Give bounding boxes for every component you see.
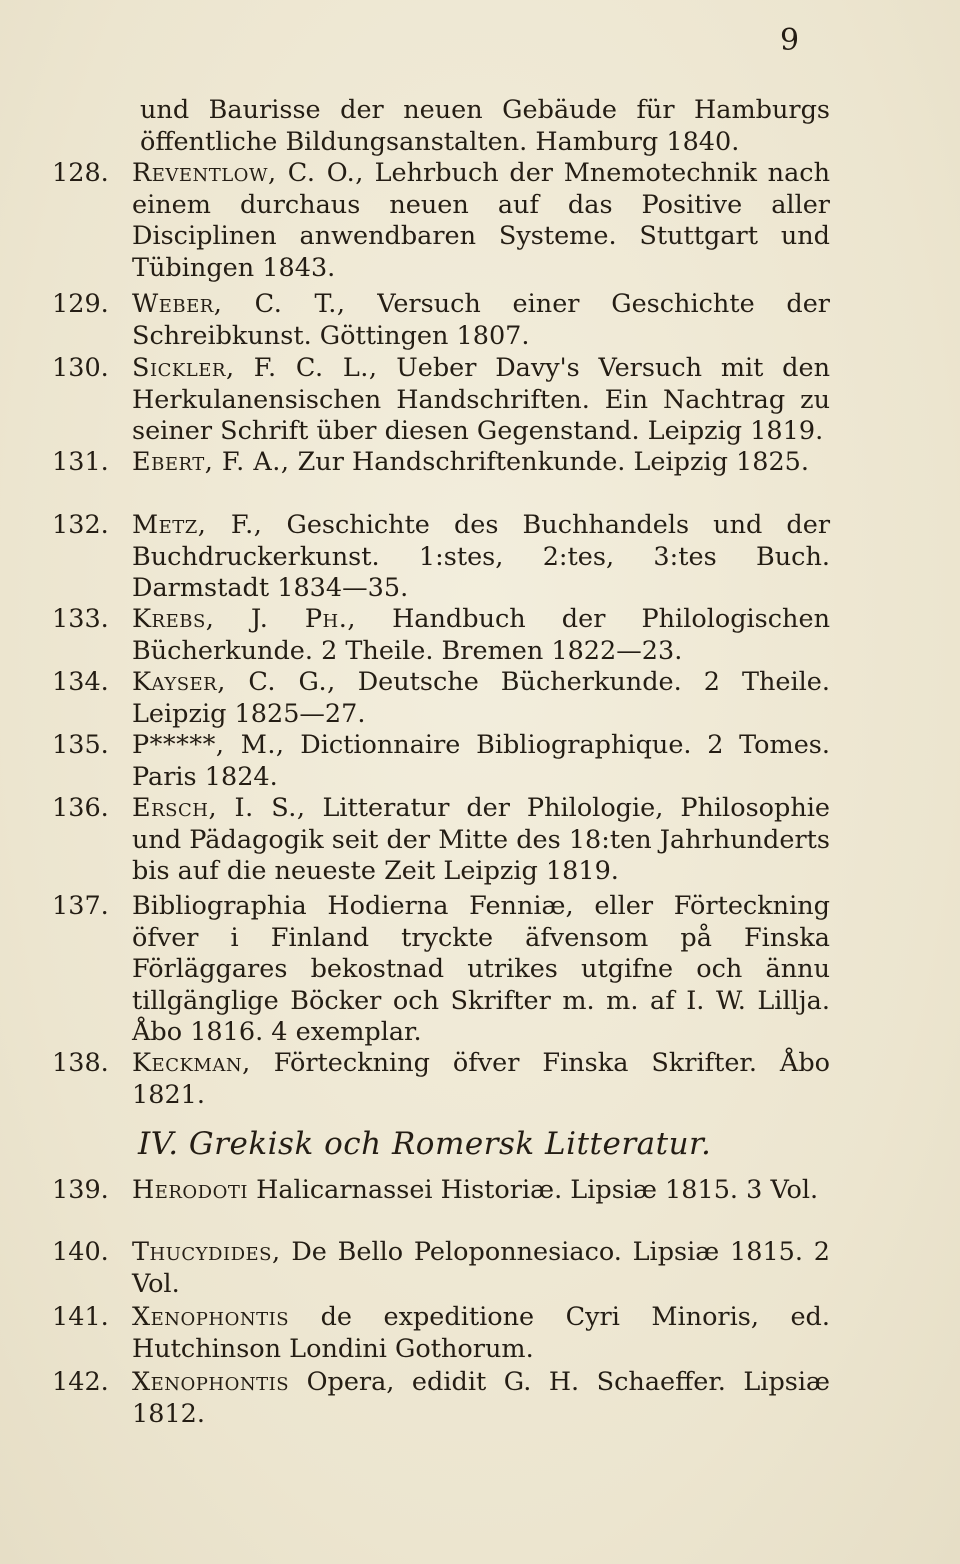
- entry-title: de expeditione Cyri Minoris, ed. Hutchinson Londini Gothorum.: [132, 1302, 830, 1364]
- bibliography-entry-142: [52, 1367, 830, 1430]
- bibliography-entry-132: [52, 510, 830, 605]
- bibliography-entry-138: [52, 1048, 830, 1111]
- entry-number: 135.: [52, 730, 109, 760]
- entry-author: Thucydides,: [132, 1237, 281, 1267]
- bibliography-entry-134: [52, 667, 830, 730]
- entry-number: 133.: [52, 604, 109, 634]
- entry-title: Versuch einer Geschichte der Schreibkunst. Göttingen 1807.: [132, 289, 830, 351]
- entry-number: 141.: [52, 1302, 109, 1332]
- continued-entry-text: und Baurisse der neuen Gebäude für Hamburgs öffentliche Bildungsanstalten. Hamburg 1840.: [140, 95, 830, 157]
- entry-author: Xenophontis: [132, 1302, 290, 1332]
- entry-author: Ebert, F. A.,: [132, 447, 290, 477]
- entry-number: 131.: [52, 447, 109, 477]
- entry-author: Ersch, I. S.,: [132, 793, 306, 823]
- bibliography-entry-128: [52, 158, 830, 284]
- entry-title: Handbuch der Philologischen Bücherkunde. 2 Theile. Bremen 1822—23.: [132, 604, 830, 666]
- entry-number: 130.: [52, 353, 109, 383]
- entry-number: 132.: [52, 510, 109, 540]
- entry-title: Lehrbuch der Mnemotechnik nach einem durchaus neuen auf das Positive aller Disciplinen anwendbaren Systeme. Stuttgart und Tübingen 1843.: [132, 158, 831, 283]
- bibliography-entry-131: [52, 447, 830, 479]
- entry-number: 137.: [52, 891, 109, 921]
- bibliography-entry-136: [52, 793, 830, 888]
- entry-author: Xenophontis: [132, 1367, 290, 1397]
- entry-title: De Bello Peloponnesiaco. Lipsiæ 1815. 2 Vol.: [132, 1237, 830, 1299]
- bibliography-entry-139: [52, 1175, 830, 1207]
- entry-title: Bibliographia Hodierna Fenniæ, eller Förteckning öfver i Finland tryckte äfvensom på Finska Förläggares bekostnad utrikes utgifne och ännu tillgänglige Böcker och Skrifter m. m. af I. W. Lillja. Åbo 1816. 4 exemplar.: [132, 891, 830, 1047]
- bibliography-entry-135: [52, 730, 830, 793]
- entry-author: Kayser, C. G.,: [132, 667, 336, 697]
- bibliography-entry-137: [52, 891, 830, 1049]
- bibliography-entry-130: [52, 353, 830, 448]
- entry-number: 138.: [52, 1048, 109, 1078]
- bibliography-entry-129: [52, 289, 830, 352]
- entry-author: Herodoti: [132, 1175, 248, 1205]
- entry-title: Opera, edidit G. H. Schaeffer. Lipsiæ 1812.: [132, 1367, 830, 1429]
- entry-number: 142.: [52, 1367, 109, 1397]
- entry-number: 140.: [52, 1237, 109, 1267]
- entry-title: Förteckning öfver Finska Skrifter. Åbo 1821.: [132, 1048, 831, 1110]
- entry-number: 134.: [52, 667, 109, 697]
- entry-author: Keckman,: [132, 1048, 251, 1078]
- bibliography-entry-140: [52, 1237, 830, 1300]
- section-heading: IV. Grekisk och Romersk Litteratur.: [138, 1126, 712, 1162]
- entry-title: Dictionnaire Bibliographique. 2 Tomes. Paris 1824.: [132, 730, 830, 792]
- entry-author: P*****, M.,: [132, 730, 285, 760]
- entry-author: Krebs, J. Ph.,: [132, 604, 356, 634]
- entry-author: Reventlow, C. O.,: [132, 158, 364, 188]
- entry-title: Geschichte des Buchhandels und der Buchdruckerkunst. 1:stes, 2:tes, 3:tes Buch. Darmstadt 1834—35.: [132, 510, 831, 603]
- bibliography-entry-141: [52, 1302, 830, 1365]
- entry-number: 128.: [52, 158, 109, 188]
- page-number: 9: [780, 23, 800, 58]
- entry-title: Litteratur der Philologie, Philosophie und Pädagogik seit der Mitte des 18:ten Jahrhunderts bis auf die neueste Zeit Leipzig 1819.: [132, 793, 830, 886]
- entry-number: 136.: [52, 793, 109, 823]
- entry-author: Metz, F.,: [132, 510, 263, 540]
- entry-number: 139.: [52, 1175, 109, 1205]
- entry-author: Sickler, F. C. L.,: [132, 353, 378, 383]
- entry-title: Halicarnassei Historiæ. Lipsiæ 1815. 3 Vol.: [256, 1175, 819, 1205]
- bibliography-entry-133: [52, 604, 830, 667]
- entry-title: Zur Handschriftenkunde. Leipzig 1825.: [297, 447, 810, 477]
- entry-author: Weber, C. T.,: [132, 289, 346, 319]
- entry-title: Ueber Davy's Versuch mit den Herkulanensischen Handschriften. Ein Nachtrag zu seiner Schrift über diesen Gegenstand. Leipzig 1819.: [132, 353, 831, 446]
- entry-number: 129.: [52, 289, 109, 319]
- entry-title: Deutsche Bücherkunde. 2 Theile. Leipzig 1825—27.: [132, 667, 830, 729]
